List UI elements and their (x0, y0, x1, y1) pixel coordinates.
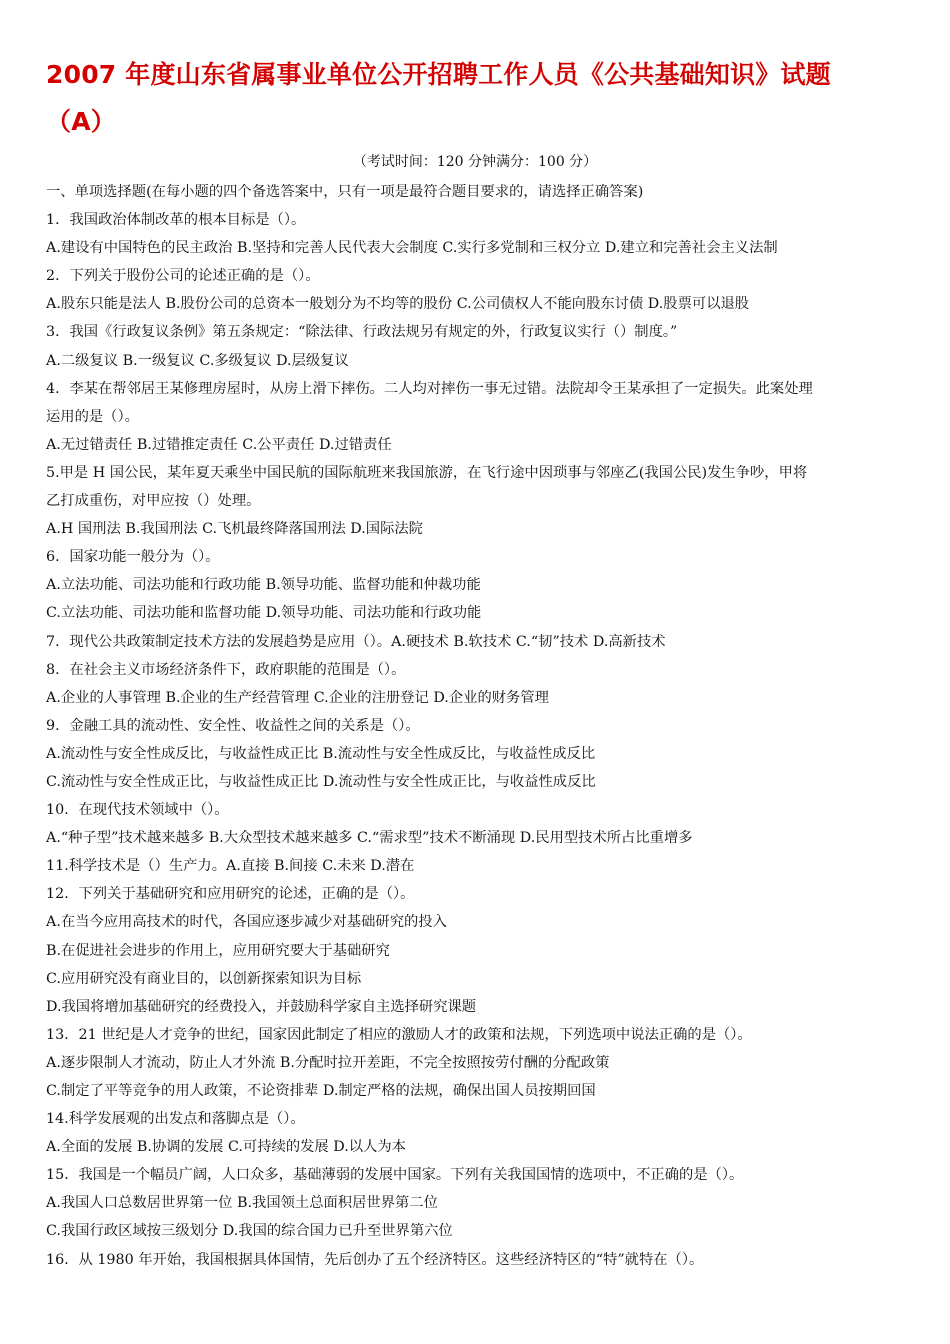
text-line: 乙打成重伤，对甲应按（）处理。 (46, 493, 261, 510)
text-line: A.二级复议 B.一级复议 C.多级复议 D.层级复议 (46, 352, 349, 369)
document-title-suffix: （A） (46, 107, 116, 136)
text-line: C.流动性与安全性成正比，与收益性成正比 D.流动性与安全性成正比，与收益性成反比 (46, 773, 596, 790)
text-line: A.企业的人事管理 B.企业的生产经营管理 C.企业的注册登记 D.企业的财务管理 (46, 689, 549, 706)
text-line: 5.甲是 H 国公民，某年夏天乘坐中国民航的国际航班来我国旅游，在飞行途中因琐事与邻座乙(我国公民)发生争吵，甲将 (46, 464, 808, 481)
text-line: A.建设有中国特色的民主政治 B.坚持和完善人民代表大会制度 C.实行多党制和三权分立 D.建立和完善社会主义法制 (46, 240, 778, 257)
text-line: C.制定了平等竞争的用人政策，不论资排辈 D.制定严格的法规，确保出国人员按期回国 (46, 1083, 596, 1099)
text-line: A.无过错责任 B.过错推定责任 C.公平责任 D.过错责任 (46, 436, 392, 453)
text-line: C.我国行政区域按三级划分 D.我国的综合国力已升至世界第六位 (46, 1223, 453, 1240)
text-line: 6．国家功能一般分为（）。 (46, 549, 220, 566)
text-line: 运用的是（）。 (46, 408, 139, 425)
text-line: 16．从 1980 年开始，我国根据具体国情，先后创办了五个经济特区。这些经济特区的“特”就特在（）。 (46, 1251, 704, 1268)
text-line: 一、单项选择题(在每小题的四个备选答案中，只有一项是最符合题目要求的，请选择正确答案) (46, 184, 644, 200)
text-line: A.全面的发展 B.协调的发展 C.可持续的发展 D.以人为本 (46, 1139, 406, 1156)
text-line: 2．下列关于股份公司的论述正确的是（）。 (46, 268, 320, 285)
document-title: 2007 年度山东省属事业单位公开招聘工作人员《公共基础知识》试题 (46, 60, 831, 89)
text-line: A.立法功能、司法功能和行政功能 B.领导功能、监督功能和仲裁功能 (46, 577, 481, 594)
text-line: 14.科学发展观的出发点和落脚点是（）。 (46, 1111, 305, 1128)
text-line: 3．我国《行政复议条例》第五条规定：“除法律、行政法规另有规定的外，行政复议实行（）制度。” (46, 324, 678, 341)
text-line: C.应用研究没有商业目的，以创新探索知识为目标 (46, 970, 362, 987)
text-line: 1．我国政治体制改革的根本目标是（）。 (46, 212, 306, 229)
text-line: A.我国人口总数居世界第一位 B.我国领土总面积居世界第二位 (46, 1195, 438, 1212)
text-line: 11.科学技术是（）生产力。A.直接 B.间接 C.未来 D.潜在 (46, 858, 415, 875)
text-line: 9．金融工具的流动性、安全性、收益性之间的关系是（）。 (46, 717, 420, 734)
text-line: 15．我国是一个幅员广阔，人口众多，基础薄弱的发展中国家。下列有关我国国情的选项中，不正确的是（）。 (46, 1167, 744, 1184)
exam-info: （考试时间：120 分钟满分：100 分） (352, 154, 598, 170)
text-line: A.逐步限制人才流动，防止人才外流 B.分配时拉开差距，不完全按照按劳付酬的分配政策 (46, 1054, 610, 1071)
text-line: B.在促进社会进步的作用上，应用研究要大于基础研究 (46, 942, 390, 959)
text-line: 7．现代公共政策制定技术方法的发展趋势是应用（）。A.硬技术 B.软技术 C.“韧”技术 D.高新技术 (46, 633, 666, 650)
text-line: D.我国将增加基础研究的经费投入，并鼓励科学家自主选择研究课题 (46, 998, 477, 1015)
question-body (46, 178, 916, 1274)
text-line: A.H 国刑法 B.我国刑法 C.飞机最终降落国刑法 D.国际法院 (46, 521, 423, 538)
text-line: A.股东只能是法人 B.股份公司的总资本一般划分为不均等的股份 C.公司债权人不能向股东讨债 D.股票可以退股 (46, 296, 750, 313)
text-line: 8．在社会主义市场经济条件下，政府职能的范围是（）。 (46, 661, 406, 678)
text-line: 10．在现代技术领域中（）。 (46, 802, 229, 819)
text-line: A.在当今应用高技术的时代，各国应逐步减少对基础研究的投入 (46, 914, 447, 931)
text-line: 12．下列关于基础研究和应用研究的论述，正确的是（）。 (46, 886, 415, 903)
text-line: 4．李某在帮邻居王某修理房屋时，从房上滑下摔伤。二人均对摔伤一事无过错。法院却令王某承担了一定损失。此案处理 (46, 380, 813, 397)
text-line: A.流动性与安全性成反比，与收益性成正比 B.流动性与安全性成反比，与收益性成反比 (46, 745, 596, 762)
text-line: A.“种子型”技术越来越多 B.大众型技术越来越多 C.“需求型”技术不断涌现 D.民用型技术所占比重增多 (46, 830, 693, 847)
text-line: 13．21 世纪是人才竞争的世纪，国家因此制定了相应的激励人才的政策和法规，下列选项中说法正确的是（）。 (46, 1026, 752, 1043)
text-line: C.立法功能、司法功能和监督功能 D.领导功能、司法功能和行政功能 (46, 605, 482, 622)
